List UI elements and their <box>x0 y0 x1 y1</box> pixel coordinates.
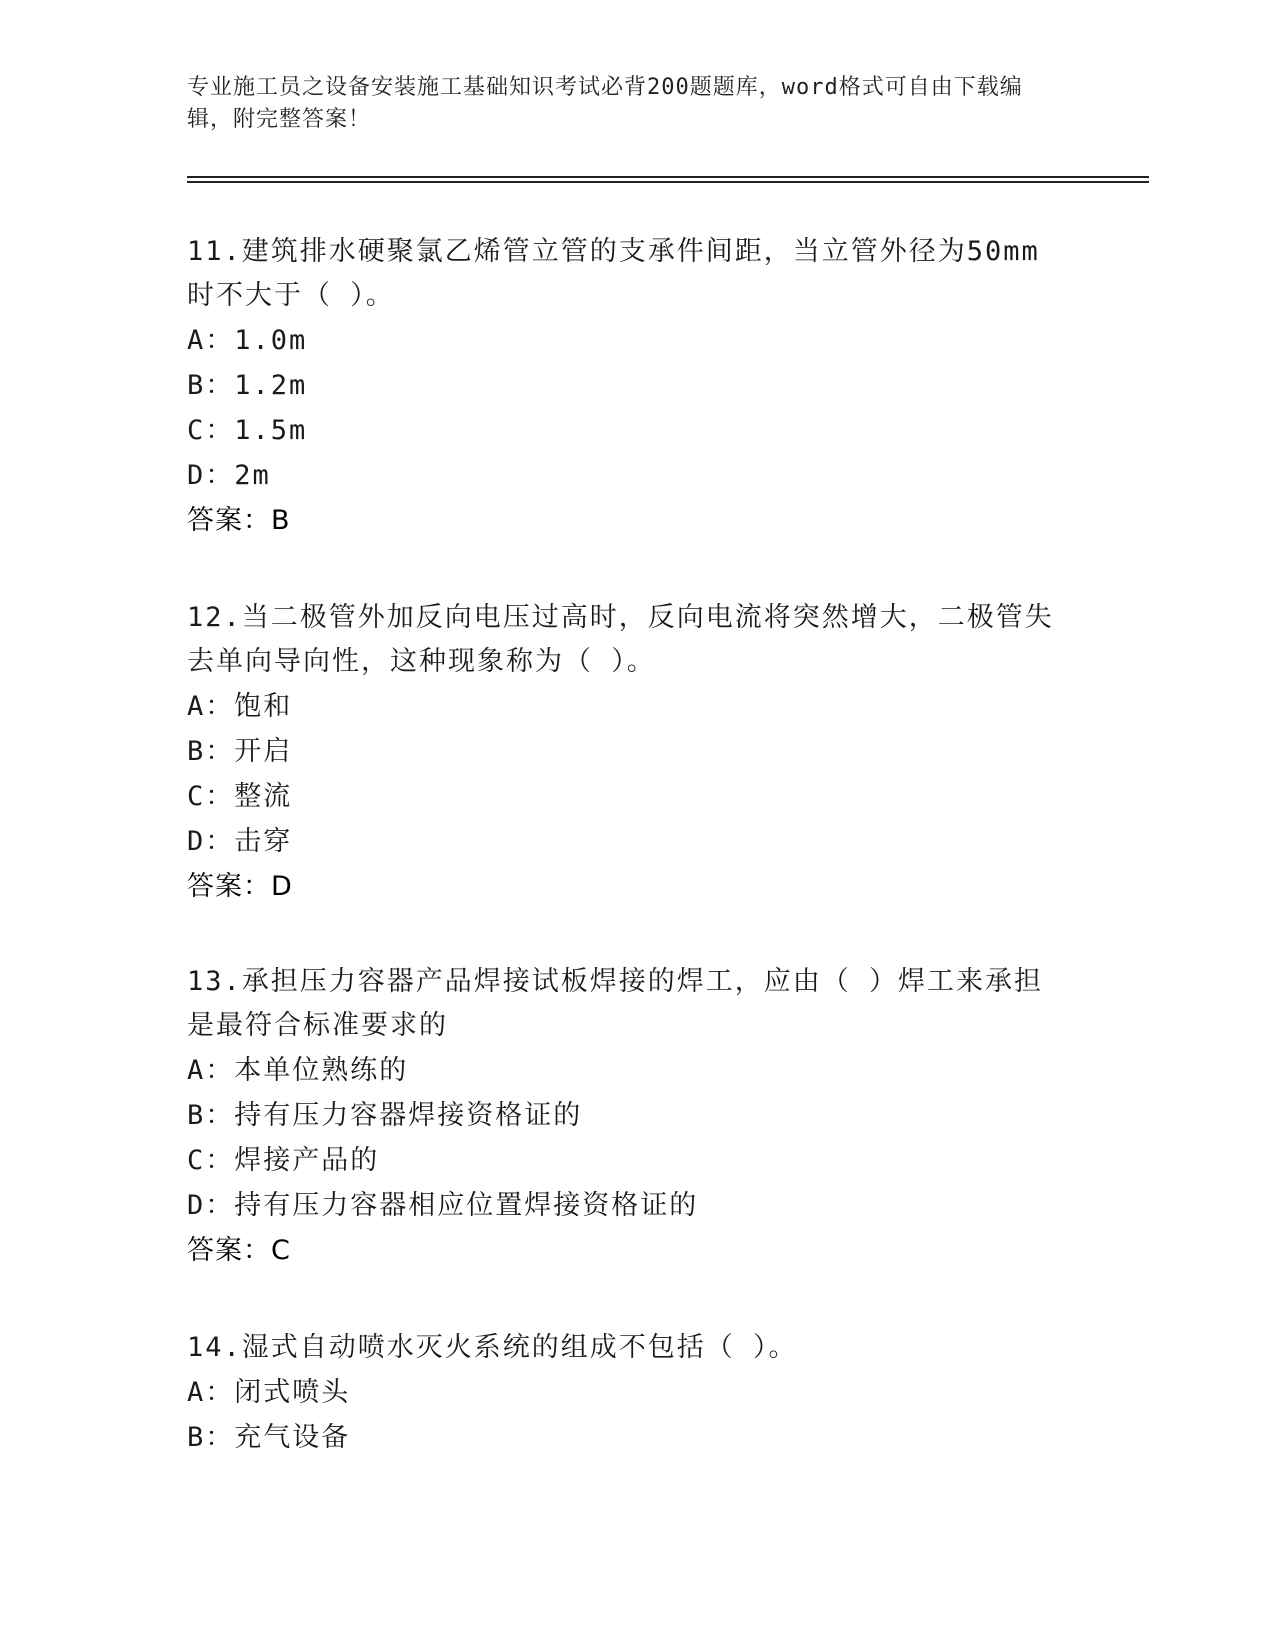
answer-line: 答案：C <box>187 1235 291 1266</box>
option-b: B：充气设备 <box>187 1422 351 1453</box>
question-stem: 14.湿式自动喷水灭火系统的组成不包括（ ）。 <box>187 1332 798 1363</box>
option-a: A：饱和 <box>187 691 293 722</box>
option-d: D：持有压力容器相应位置焊接资格证的 <box>187 1190 699 1221</box>
option-c: C：1.5m <box>187 415 308 446</box>
question-block <box>187 596 1067 910</box>
question-stem: 12.当二极管外加反向电压过高时，反向电流将突然增大，二极管失去单向导向性，这种现象称为（ ）。 <box>187 602 1054 677</box>
question-stem: 11.建筑排水硬聚氯乙烯管立管的支承件间距，当立管外径为50mm时不大于（ ）。 <box>187 236 1040 311</box>
question-block <box>187 960 1067 1274</box>
question-block <box>187 230 1067 544</box>
header-double-rule <box>187 176 1149 183</box>
option-d: D：击穿 <box>187 826 293 857</box>
option-c: C：焊接产品的 <box>187 1145 380 1176</box>
answer-line: 答案：B <box>187 505 291 536</box>
option-a: A：本单位熟练的 <box>187 1055 409 1086</box>
option-b: B：持有压力容器焊接资格证的 <box>187 1100 583 1131</box>
option-a: A：1.0m <box>187 325 308 356</box>
option-c: C：整流 <box>187 781 293 812</box>
question-stem: 13.承担压力容器产品焊接试板焊接的焊工，应由（ ）焊工来承担是最符合标准要求的 <box>187 966 1044 1041</box>
page-title: 专业施工员之设备安装施工基础知识考试必背200题题库，word格式可自由下载编辑，附完整答案！ <box>187 75 1023 132</box>
question-block <box>187 1326 1067 1460</box>
option-b: B：1.2m <box>187 370 308 401</box>
option-d: D：2m <box>187 460 271 491</box>
answer-line: 答案：D <box>187 871 293 902</box>
option-a: A：闭式喷头 <box>187 1377 351 1408</box>
option-b: B：开启 <box>187 736 293 767</box>
